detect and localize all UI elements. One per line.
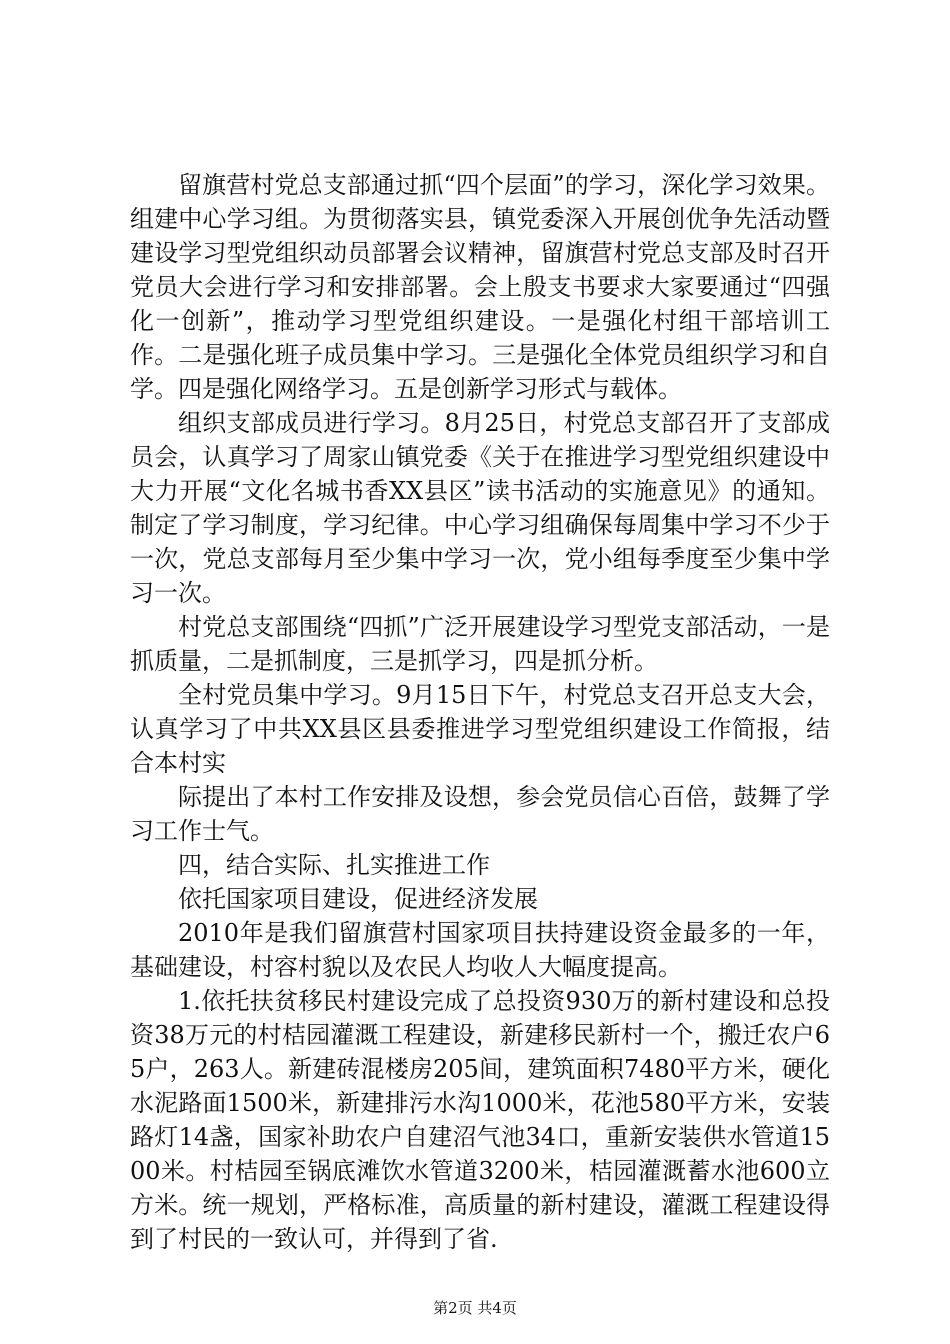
page-number-footer: 第2页 共4页 [433, 1299, 517, 1317]
paragraph-four-grasps: 村党总支部围绕“四抓”广泛开展建设学习型党支部活动，一是抓质量，二是抓制度，三是抓学习，四是抓分析。 [130, 613, 830, 675]
paragraph-branch-members-study: 组织支部成员进行学习。8月25日，村党总支部召开了支部成员会，认真学习了周家山镇党委《关于在推进学习型党组织建设中大力开展“文化名城书香XX县区”读书活动的实施意见》的通知。制定了学习制度，学习纪律。中心学习组确保每周集中学习不少于一次，党总支部每月至少集中学习一次，党小组每季度至少集中学习一次。 [130, 409, 830, 607]
paragraph-2010-funding: 2010年是我们留旗营村国家项目扶持建设资金最多的一年，基础建设，村容村貌以及农民人均收人大幅度提高。 [130, 919, 830, 981]
paragraph-all-members-study: 全村党员集中学习。9月15日下午，村党总支召开总支大会，认真学习了中共XX县区县委推进学习型党组织建设工作简报，结合本村实 [130, 681, 830, 777]
paragraph-work-plan: 际提出了本村工作安排及设想，参会党员信心百倍，鼓舞了学习工作士气。 [130, 783, 830, 845]
subheading-national-projects: 依托国家项目建设，促进经济发展 [178, 885, 538, 913]
section-heading-four: 四，结合实际、扎实推进工作 [178, 851, 490, 879]
paragraph-study-four-levels: 留旗营村党总支部通过抓“四个层面”的学习，深化学习效果。组建中心学习组。为贯彻落实县，镇党委深入开展创优争先活动暨建设学习型党组织动员部署会议精神，留旗营村党总支部及时召开党员大会进行学习和安排部署。会上殷支书要求大家要通过“四强化一创新”，推动学习型党组织建设。一是强化村组干部培训工作。二是强化班子成员集中学习。三是强化全体党员组织学习和自学。四是强化网络学习。五是创新学习形式与载体。 [130, 171, 830, 403]
document-body [130, 168, 830, 1256]
paragraph-item-1-construction: 1.依托扶贫移民村建设完成了总投资930万的新村建设和总投资38万元的村桔园灌溉工程建设，新建移民新村一个，搬迁农户65户，263人。新建砖混楼房205间，建筑面积7480平方米，硬化水泥路面1500米，新建排污水沟1000米，花池580平方米，安装路灯14盏，国家补助农户自建沼气池34口，重新安装供水管道1500米。村桔园至锅底滩饮水管道3200米，桔园灌溉蓄水池600立方米。统一规划，严格标准，高质量的新村建设，灌溉工程建设得到了村民的一致认可，并得到了省. [130, 987, 830, 1253]
